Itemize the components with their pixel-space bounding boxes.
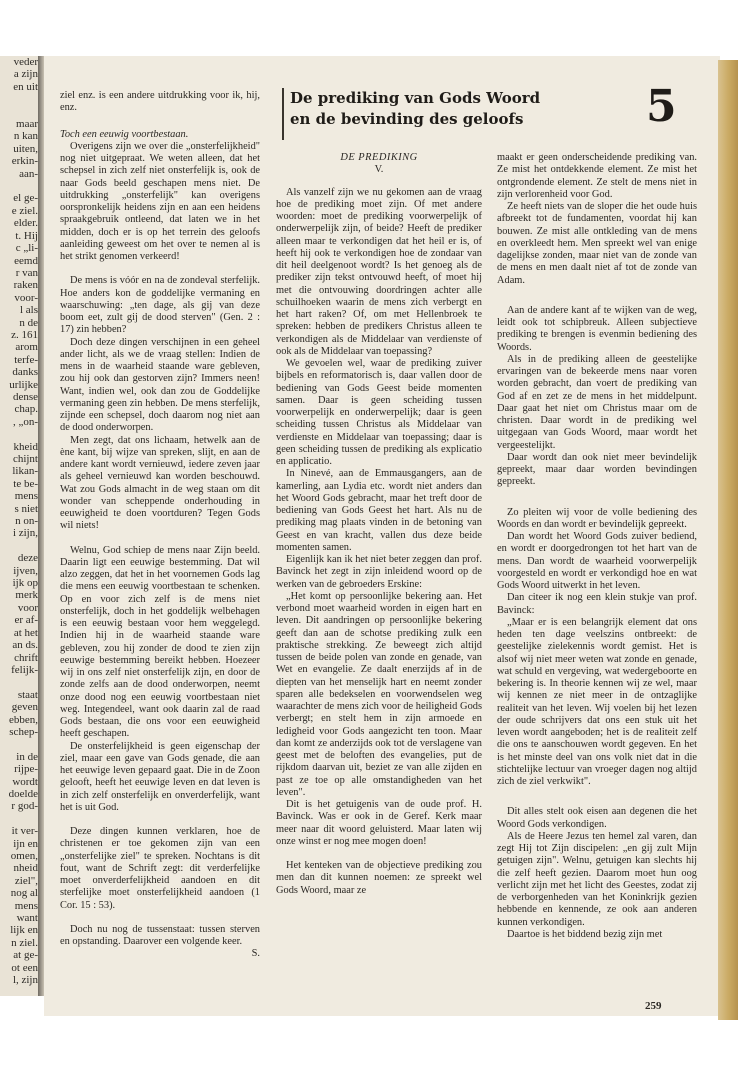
paragraph: Daartoe is het biddend bezig zijn met <box>507 928 663 940</box>
prev-page-line <box>0 540 40 552</box>
prev-page-line: l, zijn <box>12 974 38 987</box>
text-column-2 <box>276 152 482 897</box>
prev-page-line: deze <box>17 552 38 565</box>
prev-page-line: doelde <box>8 787 38 800</box>
prev-page-line: veder <box>13 56 38 68</box>
title-bracket <box>282 88 290 140</box>
prev-page-line: lijk en <box>10 924 38 937</box>
prev-page-line <box>0 106 40 118</box>
prev-page-line: i zijn, <box>12 527 38 540</box>
prev-page-line: raken <box>13 279 38 292</box>
paragraph: Dit is het getuigenis van de oude prof. H. Bavinck. Was er ook in de Geref. Kerk maar meer naar dit woord geluisterd. Maar laten wij onze winst er nog mee mogen doen! <box>276 799 482 847</box>
prev-page-line: voor- <box>14 291 38 304</box>
prev-page-line: aan- <box>19 167 38 180</box>
prev-page-line: mens <box>14 899 38 912</box>
prev-page-line: t. Hij <box>15 229 38 242</box>
prev-page-line <box>0 93 40 105</box>
prev-page-line <box>0 676 40 688</box>
paragraph: In Ninevé, aan de Emmausgangers, aan de kamerling, aan Lydia etc. wordt niet anders dan het Woord Gods gebracht, maar het treft door de bediening van Gods Geest het hart. Als nu de prediking mag plaats vinden in de betoning van Geest en van kracht, vallen dus deze beide momenten samen. <box>276 468 482 553</box>
prev-page-line: r god- <box>11 800 38 813</box>
prev-page-line: voor <box>17 601 38 614</box>
paragraph: Ze heeft niets van de sloper die het oude huis afbreekt tot de fundamenten, voordat hij kan bouwen. Ze mist alle ontkleding van de mens en overkleedt hem. Men spreekt wel van enige dagelijkse zonden, maar niet van de zonde van de mens en men daalt niet af tot de zonde van Adam. <box>497 201 697 286</box>
prev-page-line <box>0 180 40 192</box>
previous-page-fragment <box>0 56 40 996</box>
prev-page-line: felijk- <box>11 663 38 676</box>
prev-page-line: danks <box>12 366 38 379</box>
paragraph: Het kenteken van de objectieve prediking zou men dan dit kunnen noemen: ze spreekt wel Gods Woord, maar ze <box>276 860 482 896</box>
chapter-number: 5 <box>646 81 677 132</box>
prev-page-line <box>0 738 40 750</box>
paragraph: Als vanzelf zijn we nu gekomen aan de vraag hoe de prediking moet zijn. Of met andere woorden: moet de prediking voorwerpelijk of onderwerpelijk zijn, of beide? Heeft de prediker alleen maar te verkondigen dat het heil er is, of heeft hij ook te verkondigen hoe de zondaar van dit heil deelgenoot wordt? Is het genoeg als de prediker zijn tekst ontvouwd heeft, of moet hij met die ontvouwing doordringen achter alle schuilhoeken waarin de mens zich verbergt en het hart raken? Of, om met Hellenbroek te spreken: hebben de predikers Christus alleen te verkondigen als de Middelaar van verdienste of ook als de Middelaar van toepassing? <box>276 186 482 357</box>
prev-page-line: n kan <box>13 130 38 143</box>
section-number: V. <box>374 164 384 176</box>
paragraph: Doch nu nog de tussenstaat: tussen sterven en opstanding. Daarover een volgende keer. <box>60 923 260 947</box>
paragraph: Overigens zijn we over die „onsterfelijkheid" nog niet uitgepraat. We weten alleen, dat het schepsel in zich zelf niet onsterfelijk is, ook de naar Gods beeld geschapen mens niet. De uitdrukking „onsterfelijk" kan overigens oorspronkelijk heidens zijn en aan een heidens spraakgebruik ontleend, dat laten we in het midden, doch er is op het terrein des geloofs aanleiding geweest om het over te nemen al is het strikt genomen verkeerd! <box>60 140 260 262</box>
prev-page-line: in de <box>16 750 38 763</box>
paragraph: Men zegt, dat ons lichaam, hetwelk aan de ène kant, bij wijze van spreken, slijt, en aan de andere kant wordt vernieuwd, iedere zeven jaar als geheel vernieuwd kan worden beschouwd. Wat zou Gods almacht in de weg staan om dit wonder van scheppende onderhouding in eeuwigheid te doen voortduren? Tegen Gods wil niets! <box>60 434 260 532</box>
prev-page-line: eemd <box>14 254 38 267</box>
prev-page-line: staat <box>17 688 38 701</box>
prev-page-line: r van <box>15 266 38 279</box>
prev-page-line: omen, <box>10 850 38 862</box>
prev-page-line: likan- <box>12 465 38 478</box>
prev-page-line: ebben, <box>8 713 38 726</box>
prev-page-line: a zijn <box>13 68 38 81</box>
prev-page-line: geven <box>11 701 38 714</box>
paragraph: Als in de prediking alleen de geestelijke ervaringen van de bekeerde mens naar voren worden gebracht, dan voert de prediking van God af en zet ze de mens in het middelpunt. Daar gaat het niet om Christus maar om de christen. Daar wordt in de prediking wel uitgegaan van Gods Woord, maar wordt het vergeestelijkt. <box>497 353 697 451</box>
prev-page-line: e ziel. <box>11 204 38 217</box>
prev-page-line: er af- <box>14 614 38 627</box>
prev-page-line: te be- <box>13 477 38 490</box>
prev-page-line: dense <box>12 390 38 403</box>
paragraph: Daar wordt dan ook niet meer bevindelijk gepreekt, maar daar worden bevindingen gepreekt. <box>497 451 697 488</box>
prev-page-line: l als <box>19 304 38 317</box>
paragraph: Welnu, God schiep de mens naar Zijn beeld. Daarin ligt een eeuwige bestemming. Dat wil alzo zeggen, dat het in het voornemen Gods lag die mens een eeuwig voortbestaan te schenken. Op en voor zich zelf is de mens niet onsterfelijk, doch in het goddelijk welbehagen is een eeuwig bestaan voor hem weggelegd. Indien hij in de waarheid staande ware gebleven, zou hij zonder de dood te zien zijn eeuwige bestemming bereikt hebben. Hoezeer wij in ons zelf niet onsterfelijk zijn, en door de zonde zelfs aan de dood onderworpen, neemt onze dood nog een eeuwig voortbestaan niet weg. Integendeel, want ook daarin zal de raad Gods bestaan, die ons voor een eeuwigheid heeft geschapen. <box>60 544 260 740</box>
prev-page-line: nheid <box>13 862 38 875</box>
prev-page-line: uiten, <box>13 142 38 155</box>
paragraph: De mens is vóór en na de zondeval sterfelijk. Hoe anders kon de goddelijke vermaning en waarschuwing: „ten dage, als gij van deze boom eet, zult gij de dood sterven" (Gen. 2 : 17) zin hebben? <box>60 275 260 336</box>
prev-page-line: z. 161 <box>11 328 38 341</box>
text-column-3 <box>497 152 697 941</box>
paragraph: Zo pleiten wij voor de volle bediening des Woords en dan wordt er bevindelijk gepreekt. <box>497 506 697 530</box>
title-line-1: De prediking van Gods Woord <box>290 89 541 107</box>
prev-page-line: erkin- <box>11 155 38 168</box>
paragraph: Dit alles stelt ook eisen aan degenen die het Woord Gods verkondigen. <box>497 806 697 830</box>
prev-page-line: schep- <box>9 725 38 738</box>
prev-page-line: chijnt <box>12 453 38 465</box>
prev-page-line: mens <box>14 490 38 503</box>
paragraph: Eigenlijk kan ik het niet beter zeggen dan prof. Bavinck het zegt in zijn inleidend woord op de werken van de gebroeders Erskine: <box>276 554 482 590</box>
paragraph: De onsterfelijkheid is geen eigenschap der ziel, maar een gave van Gods genade, die aan het eeuwige leven gepaard gaat. Die in de Zoon gelooft, heeft het eeuwige leven en dat leven is in zich zelf onsterfelijk en onverderfelijk, want het is uit God. <box>60 740 260 813</box>
article-title <box>290 88 610 130</box>
prev-page-line: wordt <box>12 775 38 788</box>
prev-page-line: s niet <box>14 502 38 515</box>
prev-page-line: n ziel. <box>11 936 38 949</box>
prev-page-line: at ge- <box>13 949 38 962</box>
prev-page-line: chap. <box>14 403 38 416</box>
page-number: 259 <box>645 1000 662 1012</box>
prev-page-line: ijk op <box>12 577 38 590</box>
author-signature: S. <box>251 948 260 960</box>
paragraph: „Het komt op persoonlijke bekering aan. Het verbond moet waarheid worden in eigen hart en leven. Dit aandringen op persoonlijke bekering geeft dan aan de schotse prediking zulk een praktische strekking. Ze beweegt zich altijd tussen de beide polen van zonde en genade, van Wet en evangelie. Ze daalt enerzijds af in de diepten van het menselijk hart en neemt zonder sparen alle bedekselen en voorwendselen weg waarachter de mens zich voor de heiligheid Gods verbergt; en stelt hem in zijn armoede en ledigheid voor Gods aangezicht ten toon. Maar dan komt ze anderzijds ook tot de verslagene van geest met de beloften des evangelies, put de rijkdom daarvan uit, beziet ze van alle zijden en past ze toe op alle omstandigheden van het leven". <box>276 590 482 798</box>
prev-page-line: rijpe- <box>14 763 38 776</box>
prev-page-line: an ds. <box>12 639 38 652</box>
prev-page-line: merk <box>15 589 38 602</box>
paragraph: „Maar er is een belangrijk element dat ons heden ten dage veelszins ontbreekt: de geestelijke zielekennis wordt gemist. Het is alsof wij niet meer weten wat zonde en genade, wat schuld en vergeving, wat wedergeboorte en bekering is. In theorie kennen wij ze wel, maar wij kennen ze niet meer in de ontzaglijke realiteit van het leven. Wij voelen bij het lezen der oude schrijvers dat ons een stuk uit het leven wordt aangeboden; het is de realiteit zelf die ons te aanschouwen wordt gegeven. En het is het minste deel van ons volk niet dat in die stichtelijke lectuur van vroeger dagen nog altijd zich de ziel verkwikt". <box>497 616 697 787</box>
prev-page-line: arom <box>15 341 38 354</box>
prev-page-line: maar <box>16 118 38 131</box>
prev-page-line: , „on- <box>12 415 38 428</box>
prev-page-line: want <box>16 912 38 925</box>
prev-page-line <box>0 813 40 825</box>
paragraph: maakt er geen onderscheidende prediking van. Ze mist het ontdekkende element. Ze mist het ontgrondende element. Ze stelt de mens niet in zijn verlorenheid voor God. <box>497 152 697 200</box>
prev-page-line: ot een <box>11 961 38 974</box>
text-column-1 <box>60 90 260 961</box>
title-line-2: en de bevinding des geloofs <box>290 110 524 128</box>
prev-page-line: n on- <box>15 515 38 528</box>
paragraph: Deze dingen kunnen verklaren, hoe de christenen er toe gekomen zijn van een „onsterfelijke ziel" te spreken. Nochtans is dit fout, want de Schrift zegt: dit verderfelijke moet onverderfelijkheid aandoen en dit sterfelijke moet onsterfelijkheid aandoen (1 Cor. 15 : 53). <box>60 826 260 911</box>
prev-page-line: en uit <box>13 80 38 93</box>
prev-page-line: nog al <box>10 887 38 900</box>
prev-page-line: at het <box>13 626 38 639</box>
paragraph: Dan wordt het Woord Gods zuiver bediend, en wordt er doorgedrongen tot het hart van de mens. Dan wordt de waarheid voorwerpelijk voorgesteld en wordt er verkondigd hoe en wat Gods Woord uitwerkt in het leven. <box>497 531 697 591</box>
paragraph: We gevoelen wel, waar de prediking zuiver bijbels en reformatorisch is, daar vallen door de bediening van Gods Geest beide momenten samen. Daar is geen scheiding tussen voorwerpelijk en onderwerpelijk; daar is geen scheiding tussen Christus als Middelaar van verdienste en Middelaar van toepassing; daar is geen scheiding tussen de prediking als explicatio en applicatio. <box>276 358 482 467</box>
prev-page-line <box>0 428 40 440</box>
paragraph: Dan citeer ik nog een klein stukje van prof. Bavinck: <box>497 592 697 616</box>
prev-page-line: urlijke <box>9 378 38 391</box>
prev-page-line: n de <box>19 316 38 329</box>
paragraph: Doch deze dingen verschijnen in een geheel ander licht, als we de vraag stellen: Indien de mens in de waarheid staande ware gebleven, zou hij ook dan gestorven zijn? Immers neen! Want, indien wel, ook dan zou de Goddelijke vermaning geen zin hebben. De mens sterfelijk, zijnde een schepsel, doch daarom nog niet aan de dood onderworpen. <box>60 336 260 434</box>
prev-page-line: it ver- <box>11 825 38 838</box>
prev-page-line: ziel", <box>14 874 38 887</box>
prev-page-line: c „li- <box>15 242 38 255</box>
paragraph: Als de Heere Jezus ten hemel zal varen, dan zegt Hij tot Zijn discipelen: „en gij zult Mijn getuigen zijn". Welnu, getuigen kan slechts hij die zelf heeft gezien. Daarom moet hun oog verlicht zijn met het licht des Geestes, zodat zij de verborgenheden van het Koninkrijk gezien hebbende en kennende, ze ook aan anderen kunnen verkondigen. <box>497 830 697 928</box>
prev-page-line: kheid <box>13 440 38 453</box>
prev-page-line: ijn en <box>13 837 38 850</box>
prev-page-line: ijven, <box>13 564 38 577</box>
section-subheading: Toch een eeuwig voortbestaan. <box>60 128 189 140</box>
paragraph: Aan de andere kant af te wijken van de weg, leidt ook tot schipbreuk. Alleen subjectieve prediking te brengen is evenmin bediening des Woords. <box>497 304 697 353</box>
prev-page-line: terfe- <box>14 353 38 366</box>
paragraph: ziel enz. is een andere uitdrukking voor ik, hij, enz. <box>60 90 260 114</box>
prev-page-line: el ge- <box>13 192 38 205</box>
prev-page-line: elder. <box>13 217 38 230</box>
prev-page-line: chrift <box>14 651 38 664</box>
section-heading: DE PREDIKING <box>340 152 418 163</box>
page-edge-stack <box>718 60 738 1020</box>
